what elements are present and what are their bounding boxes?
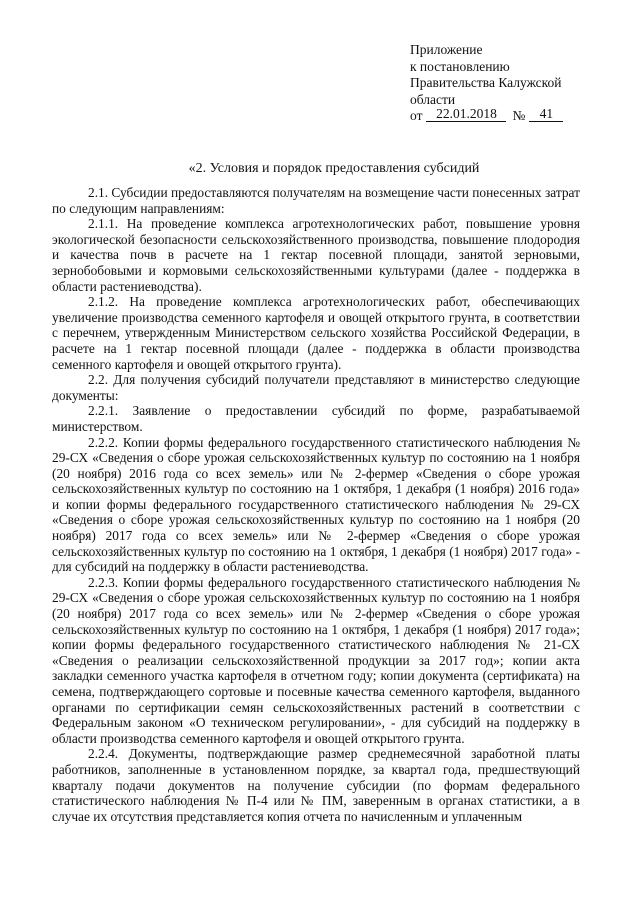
section-heading <box>0 161 640 177</box>
appendix-title: Приложение <box>410 42 483 57</box>
document-body <box>52 185 580 824</box>
appendix-line-resolution: к постановлению <box>410 58 510 74</box>
number-label: № <box>512 108 526 123</box>
section-heading-text: «2. Условия и порядок предоставления субсидий <box>188 161 480 176</box>
appendix-block <box>410 42 590 125</box>
paragraph-2-2-1: 2.2.1. Заявление о предоставлении субсидий по форме, разрабатываемой министерством. <box>52 403 580 434</box>
from-label: от <box>410 108 423 123</box>
paragraph-2-2: 2.2. Для получения субсидий получатели представляют в министерство следующие документы: <box>52 372 580 403</box>
paragraph-2-1-1: 2.1.1. На проведение комплекса агротехнологических работ, повышение уровня экологической безопасности сельскохозяйственного производства, повышение плодородия и качества почв в расчете на 1 гектар посевной площади, занятой зерновыми, зернобобовыми и кормовыми сельскохозяйственными культурами (далее - поддержка в области растениеводства). <box>52 216 580 294</box>
appendix-line-region: области <box>410 91 456 107</box>
resolution-number: 41 <box>529 107 563 122</box>
paragraph-2-1: 2.1. Субсидии предоставляются получателям на возмещение части понесенных затрат по следующим направлениям: <box>52 185 581 216</box>
paragraph-2-2-2: 2.2.2. Копии формы федерального государственного статистического наблюдения № 29-СХ «Сведения о сборе урожая сельскохозяйственных культур по состоянию на 1 ноября (20 ноября) 2016 года со всех земель» или № 2-фермер «Сведения о сборе урожая сельскохозяйственных культур по состоянию на 1 октября, 1 декабря (1 ноября) 2016 года» и копии формы федерального государственного статистического наблюдения № 29-СХ «Сведения о сборе урожая сельскохозяйственных культур по состоянию на 1 ноября (20 ноября) 2017 года со всех земель» или № 2-фермер «Сведения о сборе урожая сельскохозяйственных культур по состоянию на 1 октября, 1 декабря (1 ноября) 2017 года» - для субсидий на поддержку в области растениеводства. <box>52 434 580 575</box>
resolution-date: 22.01.2018 <box>426 107 506 122</box>
appendix-line-government: Правительства Калужской <box>410 75 562 90</box>
appendix-date-row <box>410 105 590 125</box>
paragraph-2-2-3: 2.2.3. Копии формы федерального государственного статистического наблюдения № 29-СХ «Сведения о сборе урожая сельскохозяйственных культур по состоянию на 1 ноября (20 ноября) 2017 года со всех земель» или № 2-фермер «Сведения о сборе урожая сельскохозяйственных культур по состоянию на 1 октября, 1 декабря (1 ноября) 2017 года»; копии формы федерального государственного статистического наблюдения № 21-СХ «Сведения о реализации сельскохозяйственной продукции за 2017 год»; копии акта закладки семенного участка картофеля в отчетном году; копии документа (сертификата) на семена, подтверждающего сортовые и посевные качества семенного картофеля, выданного органами по сертификации семян сельскохозяйственных растений в соответствии с Федеральным законом «О техническом регулировании», - для субсидий на поддержку в области производства семенного картофеля и овощей открытого грунта. <box>52 574 580 746</box>
paragraph-2-1-2: 2.1.2. На проведение комплекса агротехнологических работ, обеспечивающих увеличение производства семенного картофеля и овощей открытого грунта, в соответствии с перечнем, утвержденным Министерством сельского хозяйства Российской Федерации, в расчете на 1 гектар посевной площади (далее - поддержка в области производства семенного картофеля и овощей открытого грунта). <box>52 294 580 372</box>
paragraph-2-2-4: 2.2.4. Документы, подтверждающие размер среднемесячной заработной платы работников, заполненные в установленном порядке, за квартал года, предшествующий кварталу подачи документов на получение субсидии (по формам федерального статистического наблюдения № П-4 или № ПМ, заверенным в органах статистики, а в случае их отсутствия представляется копия отчета по начисленным и уплаченным <box>52 746 580 824</box>
